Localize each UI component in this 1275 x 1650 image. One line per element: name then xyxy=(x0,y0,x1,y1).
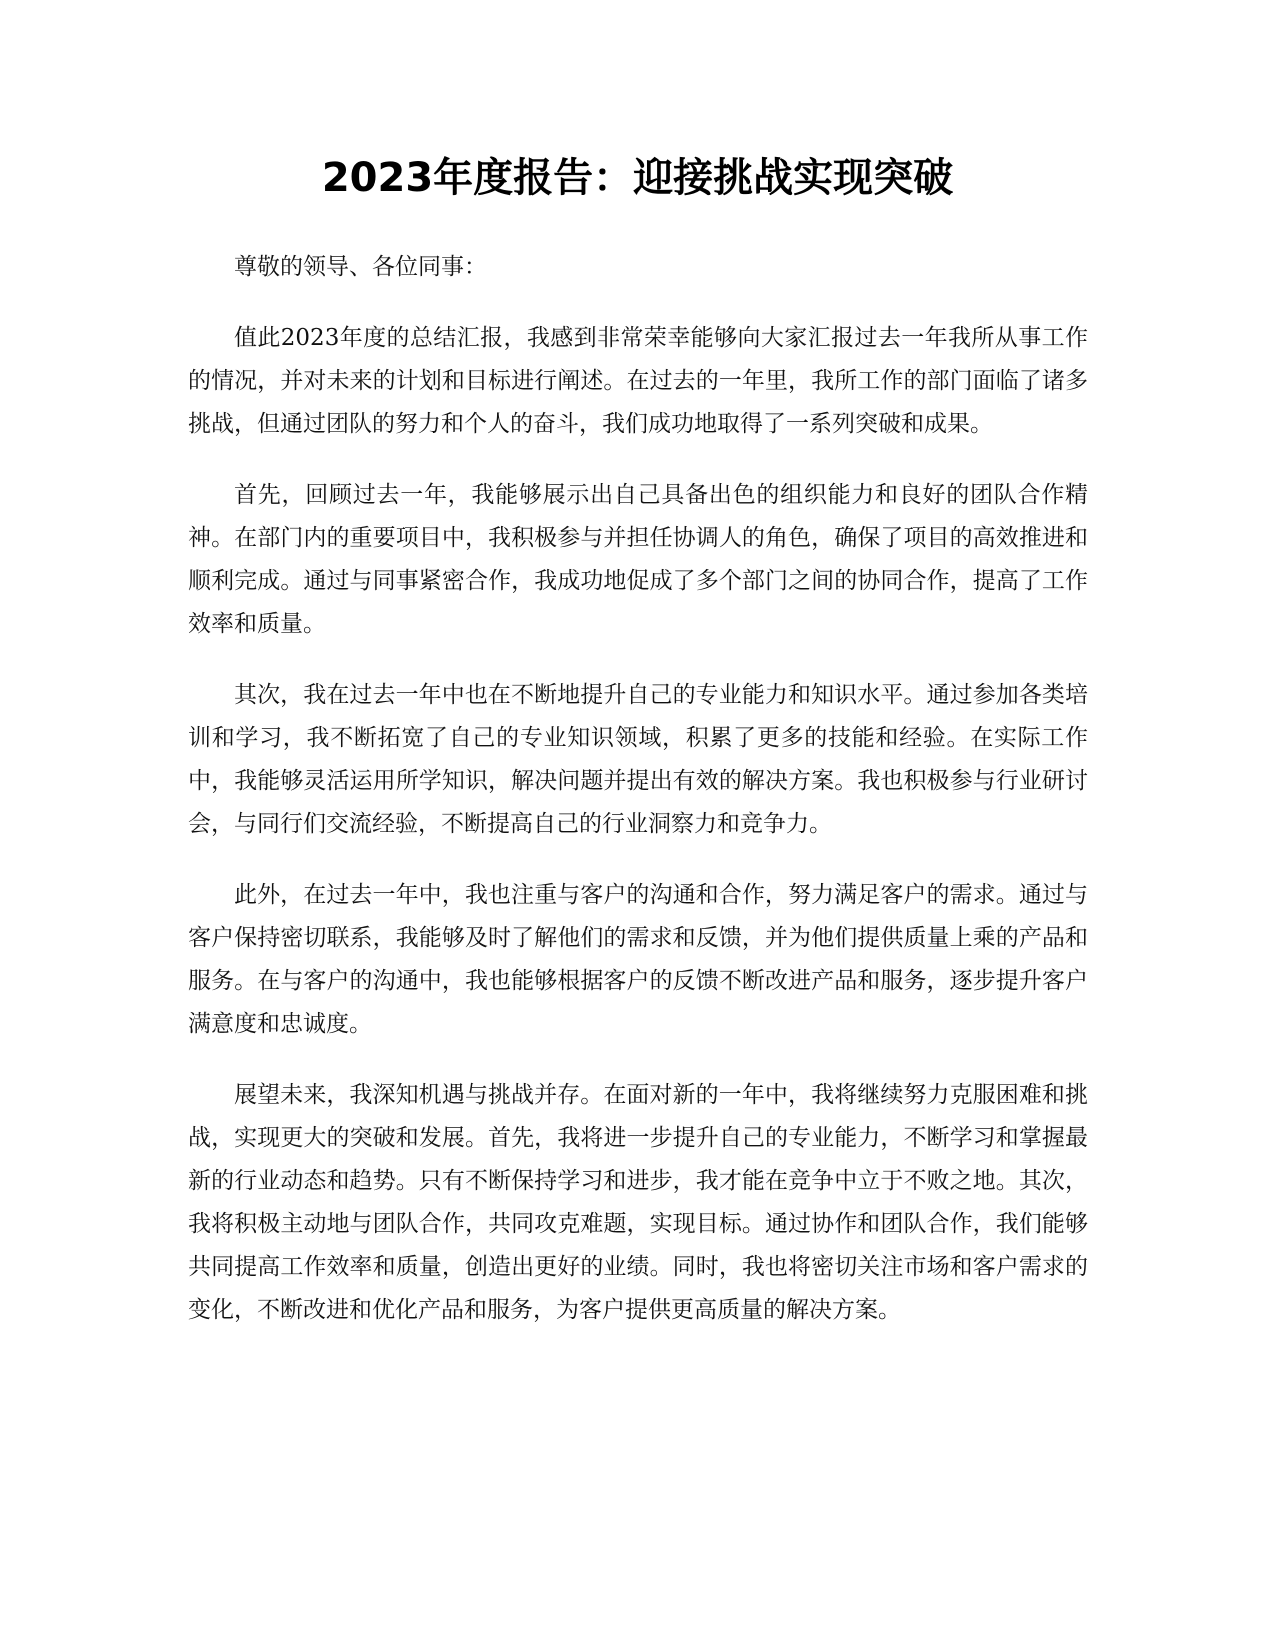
document-body xyxy=(188,246,1088,1360)
paragraph-3: 其次，我在过去一年中也在不断地提升自己的专业能力和知识水平。通过参加各类培训和学习，我不断拓宽了自己的专业知识领域，积累了更多的技能和经验。在实际工作中，我能够灵活运用所学知识，解决问题并提出有效的解决方案。我也积极参与行业研讨会，与同行们交流经验，不断提高自己的行业洞察力和竞争力。 xyxy=(188,682,1088,837)
salutation: 尊敬的领导、各位同事： xyxy=(234,254,487,280)
paragraph-1: 值此2023年度的总结汇报，我感到非常荣幸能够向大家汇报过去一年我所从事工作的情况，并对未来的计划和目标进行阐述。在过去的一年里，我所工作的部门面临了诸多挑战，但通过团队的努力和个人的奋斗，我们成功地取得了一系列突破和成果。 xyxy=(188,325,1088,437)
paragraph-5: 展望未来，我深知机遇与挑战并存。在面对新的一年中，我将继续努力克服困难和挑战，实现更大的突破和发展。首先，我将进一步提升自己的专业能力，不断学习和掌握最新的行业动态和趋势。只有不断保持学习和进步，我才能在竞争中立于不败之地。其次，我将积极主动地与团队合作，共同攻克难题，实现目标。通过协作和团队合作，我们能够共同提高工作效率和质量，创造出更好的业绩。同时，我也将密切关注市场和客户需求的变化，不断改进和优化产品和服务，为客户提供更高质量的解决方案。 xyxy=(188,1082,1088,1323)
document-title: 2023年度报告：迎接挑战实现突破 xyxy=(321,155,954,201)
paragraph-2: 首先，回顾过去一年，我能够展示出自己具备出色的组织能力和良好的团队合作精神。在部门内的重要项目中，我积极参与并担任协调人的角色，确保了项目的高效推进和顺利完成。通过与同事紧密合作，我成功地促成了多个部门之间的协同合作，提高了工作效率和质量。 xyxy=(188,482,1088,637)
paragraph-4: 此外，在过去一年中，我也注重与客户的沟通和合作，努力满足客户的需求。通过与客户保持密切联系，我能够及时了解他们的需求和反馈，并为他们提供质量上乘的产品和服务。在与客户的沟通中，我也能够根据客户的反馈不断改进产品和服务，逐步提升客户满意度和忠诚度。 xyxy=(188,882,1088,1037)
